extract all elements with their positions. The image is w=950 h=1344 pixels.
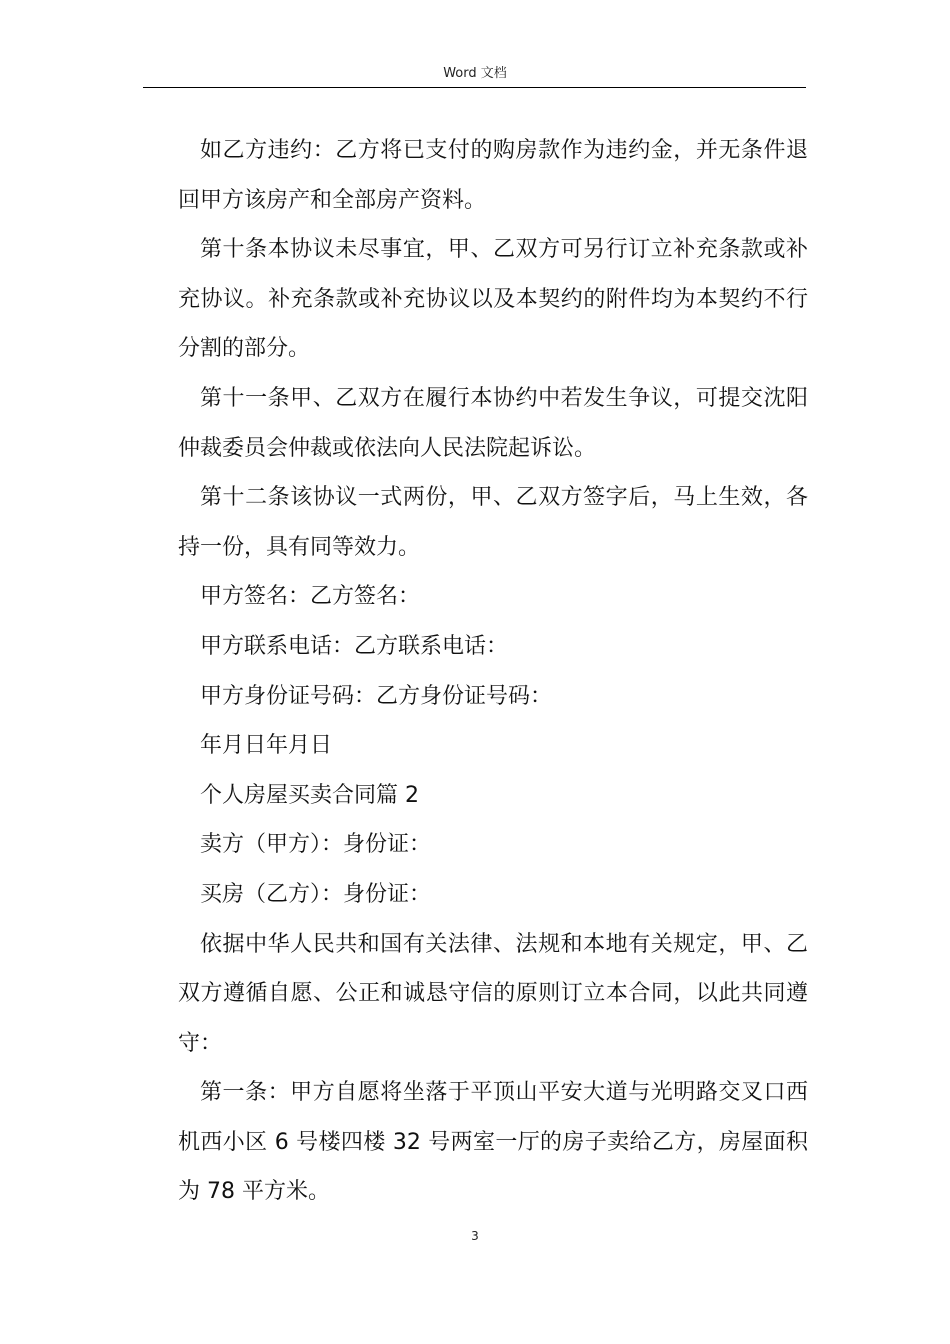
date-line: 年月日年月日 <box>200 733 333 759</box>
paragraph-breach-clause: 如乙方违约：乙方将已支付的购房款作为违约金，并无条件退回甲方该房产和全部房产资料。 <box>178 138 808 213</box>
paragraph-article-11: 第十一条甲、乙双方在履行本协约中若发生争议，可提交沈阳仲裁委员会仲裁或依法向人民法院起诉讼。 <box>178 385 808 461</box>
page-header: Word 文档 <box>443 66 507 81</box>
section-heading-contract-2: 个人房屋买卖合同篇 2 <box>200 782 419 808</box>
paragraph-article-1: 第一条：甲方自愿将坐落于平顶山平安大道与光明路交叉口西机西小区 6 号楼四楼 32 号两室一厅的房子卖给乙方，房屋面积为 78 平方米。 <box>178 1080 808 1205</box>
signature-line: 甲方签名：乙方签名： <box>200 584 421 610</box>
page-number: 3 <box>471 1229 479 1243</box>
id-number-line: 甲方身份证号码：乙方身份证号码： <box>200 683 553 709</box>
buyer-line: 买房（乙方）：身份证： <box>200 881 432 907</box>
paragraph-article-12: 第十二条该协议一式两份，甲、乙双方签字后，马上生效，各持一份，具有同等效力。 <box>178 485 808 560</box>
seller-line: 卖方（甲方）：身份证： <box>200 832 432 858</box>
paragraph-article-10: 第十条本协议未尽事宜，甲、乙双方可另行订立补充条款或补充协议。补充条款或补充协议以及本契约的附件均为本契约不行分割的部分。 <box>178 237 808 362</box>
paragraph-preamble: 依据中华人民共和国有关法律、法规和本地有关规定，甲、乙双方遵循自愿、公正和诚恳守信的原则订立本合同，以此共同遵守： <box>178 931 808 1056</box>
header-divider <box>143 87 806 88</box>
phone-line: 甲方联系电话：乙方联系电话： <box>200 633 509 659</box>
document-body <box>178 126 808 1217</box>
